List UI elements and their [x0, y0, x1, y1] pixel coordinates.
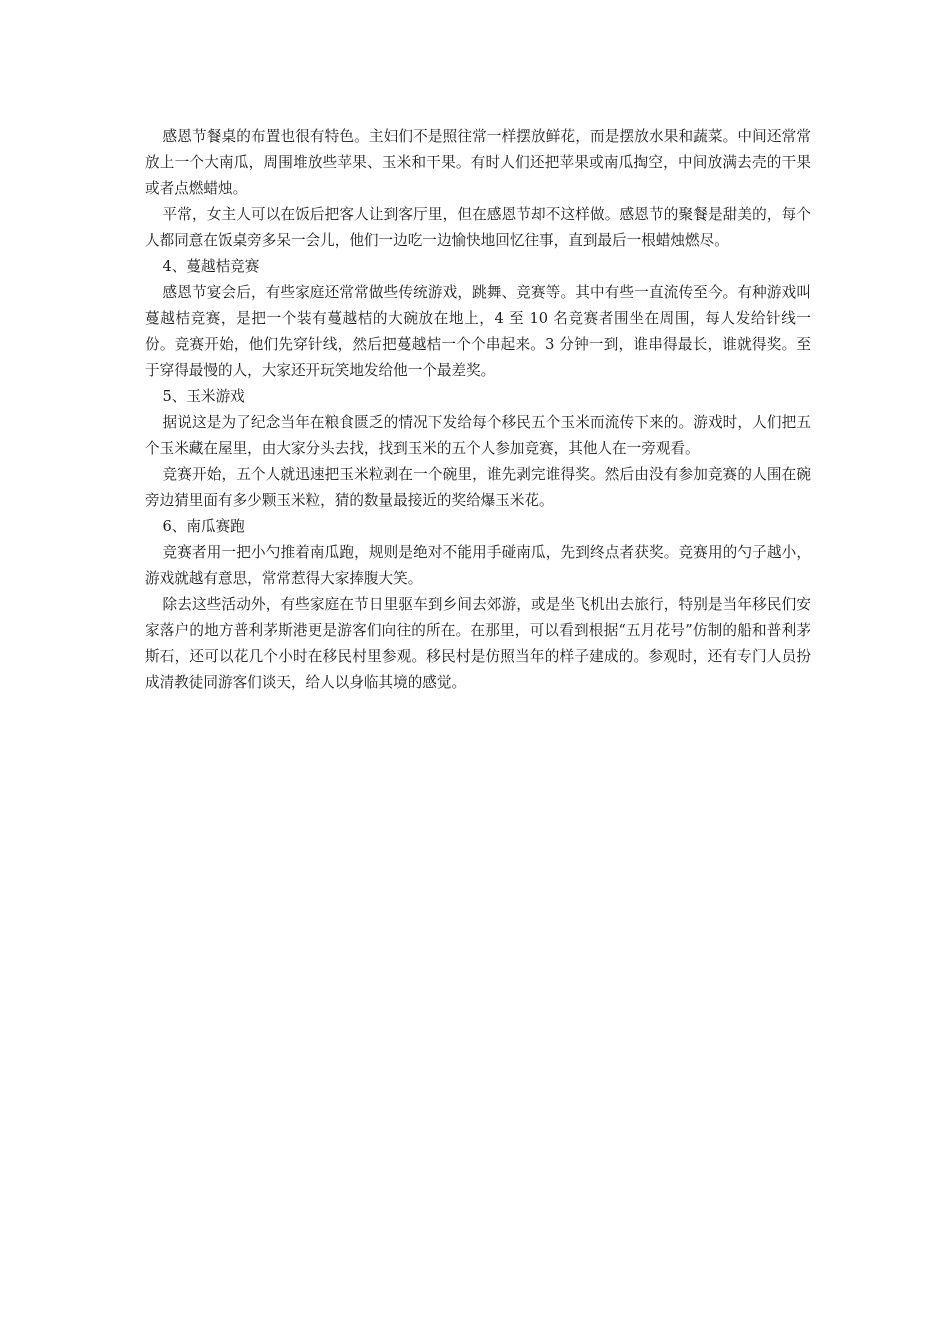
document-body [145, 124, 811, 696]
paragraph-corn-game-origin: 据说这是为了纪念当年在粮食匮乏的情况下发给每个移民五个玉米而流传下来的。游戏时，人们把五个玉米藏在屋里，由大家分头去找，找到玉米的五个人参加竞赛，其他人在一旁观看。 [145, 414, 811, 457]
heading-corn-game: 5、玉米游戏 [162, 388, 245, 405]
paragraph-dinner-gathering: 平常，女主人可以在饭后把客人让到客厅里，但在感恩节却不这样做。感恩节的聚餐是甜美的，每个人都同意在饭桌旁多呆一会儿，他们一边吃一边愉快地回忆往事，直到最后一根蜡烛燃尽。 [145, 206, 811, 249]
paragraph-other-activities: 除去这些活动外，有些家庭在节日里驱车到乡间去郊游，或是坐飞机出去旅行，特别是当年移民们安家落户的地方普利茅斯港更是游客们向往的所在。在那里，可以看到根据“五月花号”仿制的船和普利茅斯石，还可以花几个小时在移民村里参观。移民村是仿照当年的样子建成的。参观时，还有专门人员扮成清教徒同游客们谈天，给人以身临其境的感觉。 [145, 596, 811, 691]
paragraph-cranberry-contest: 感恩节宴会后，有些家庭还常常做些传统游戏，跳舞、竞赛等。其中有些一直流传至今。有种游戏叫蔓越桔竞赛，是把一个装有蔓越桔的大碗放在地上，4 至 10 名竞赛者围坐在周围，每人发给针线一份。竞赛开始，他们先穿针线，然后把蔓越桔一个个串起来。3 分钟一到，谁串得最长，谁就得奖。至于穿得最慢的人，大家还开玩笑地发给他一个最差奖。 [145, 284, 811, 379]
paragraph-pumpkin-race: 竞赛者用一把小勺推着南瓜跑，规则是绝对不能用手碰南瓜，先到终点者获奖。竞赛用的勺子越小，游戏就越有意思，常常惹得大家捧腹大笑。 [145, 544, 811, 587]
paragraph-table-decoration: 感恩节餐桌的布置也很有特色。主妇们不是照往常一样摆放鲜花，而是摆放水果和蔬菜。中间还常常放上一个大南瓜，周围堆放些苹果、玉米和干果。有时人们还把苹果或南瓜掏空，中间放满去壳的干果或者点燃蜡烛。 [145, 128, 811, 197]
heading-cranberry-contest: 4、蔓越桔竞赛 [162, 258, 260, 275]
heading-pumpkin-race: 6、南瓜赛跑 [162, 518, 245, 535]
paragraph-corn-game-rules: 竞赛开始，五个人就迅速把玉米粒剥在一个碗里，谁先剥完谁得奖。然后由没有参加竞赛的人围在碗旁边猜里面有多少颗玉米粒，猜的数量最接近的奖给爆玉米花。 [145, 466, 811, 509]
